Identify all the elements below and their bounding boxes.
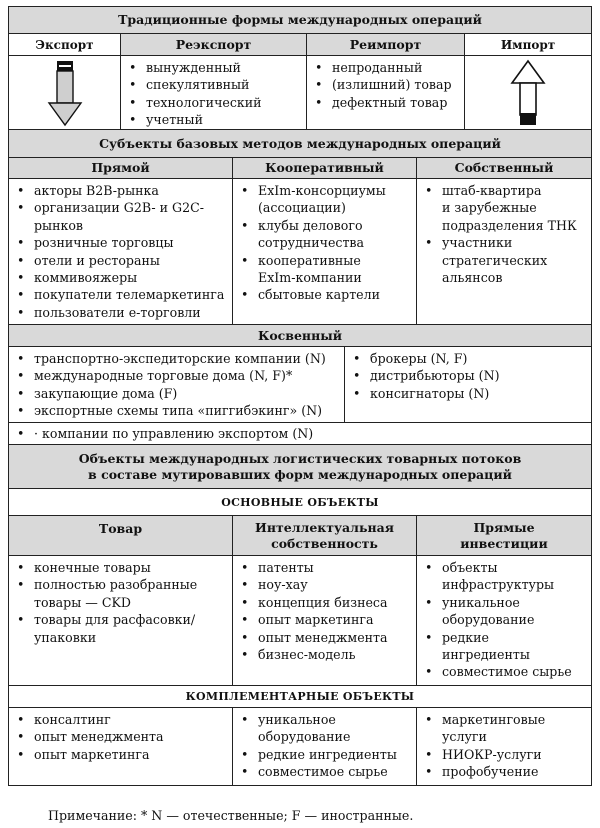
list-item: • концепция бизнеса (241, 594, 412, 611)
ip-cell (233, 556, 417, 685)
list-item: • конечные товары (17, 559, 228, 576)
up-arrow-icon (510, 59, 546, 127)
list-item: • организации G2B- и G2C- (17, 199, 228, 216)
import-arrow-cell (465, 56, 591, 129)
goods-header: Товар (9, 516, 233, 555)
main-objects-label: ОСНОВНЫЕ ОБЪЕКТЫ (9, 489, 591, 515)
comp-left-cell (9, 708, 233, 785)
list-item-cont: и зарубежные (442, 200, 537, 216)
cooperative-list (233, 179, 416, 307)
indirect-left-cell (9, 347, 345, 422)
objects-title-row (8, 445, 592, 489)
methods-content-row (8, 179, 592, 325)
list-item-cont: (ассоциации) (258, 200, 346, 216)
forms-header-row (8, 34, 592, 56)
list-item-cont: упаковки (34, 629, 97, 645)
list-item: • коммивояжеры (17, 269, 228, 286)
direct-header: Прямой (9, 158, 233, 178)
list-item-cont: подразделения ТНК (442, 217, 577, 233)
indirect-bottom-list (9, 423, 591, 445)
list-item: • совместимое сырье (241, 763, 412, 780)
indirect-right-cell (345, 347, 591, 422)
list-item-cont: ингредиенты (442, 647, 530, 663)
list-item: • транспортно-экспедиторские компании (N) (17, 350, 340, 367)
indirect-left-list (9, 347, 344, 423)
list-item: • опыт маркетинга (241, 611, 412, 628)
indirect-right-list (345, 347, 591, 405)
reexport-header: Реэкспорт (121, 34, 307, 55)
title-row (8, 6, 592, 34)
list-item: • непроданный (315, 59, 460, 76)
comp-mid-cell (233, 708, 417, 785)
list-item: • пользователи е-торговли (17, 304, 228, 321)
indirect-content-row (8, 347, 592, 423)
methods-header-row (8, 158, 592, 179)
list-item: • полностью разобранные (17, 576, 228, 593)
list-item-cont: альянсов (442, 270, 503, 286)
table-title: Традиционные формы международных операций (9, 7, 591, 33)
list-item: • сбытовые картели (241, 286, 412, 303)
list-item: • опыт менеджмента (241, 629, 412, 646)
comp-right-list (417, 708, 591, 784)
list-item: • товары для расфасовки/ (17, 611, 228, 628)
indirect-bottom-cell (9, 423, 591, 444)
list-item: • объекты (425, 559, 587, 576)
list-item: • покупатели телемаркетинга (17, 286, 228, 303)
list-item: • опыт менеджмента (17, 728, 228, 745)
subjects-title: Субъекты базовых методов международных операций (9, 130, 591, 157)
list-item: • уникальное (241, 711, 412, 728)
list-item: • редкие (425, 629, 587, 646)
reexport-cell (121, 56, 307, 129)
list-item: • закупающие дома (F) (17, 385, 340, 402)
fdi-header-line-2: инвестиции (460, 535, 548, 551)
fdi-list (417, 556, 591, 684)
list-item-text: • (излишний) товар (332, 77, 452, 93)
object-columns-content-row (8, 556, 592, 686)
fdi-header (417, 516, 591, 555)
complementary-content-row (8, 708, 592, 786)
list-item: • маркетинговые (425, 711, 587, 728)
indirect-bottom-row (8, 423, 592, 445)
fdi-header-line-1: Прямые (473, 519, 535, 535)
list-item: • учетный (129, 111, 302, 128)
direct-list (9, 179, 232, 324)
forms-content-row (8, 56, 592, 130)
ip-header-line-1: Интеллектуальная (255, 519, 394, 535)
list-item: • экспортные схемы типа «пиггибэкинг» (N) (17, 402, 340, 419)
list-item-cont: стратегических (442, 252, 548, 268)
comp-right-cell (417, 708, 591, 785)
reexport-list (121, 56, 306, 132)
list-item: • патенты (241, 559, 412, 576)
list-item: • брокеры (N, F) (353, 350, 587, 367)
own-header: Собственный (417, 158, 591, 178)
goods-list (9, 556, 232, 649)
list-item: • бизнес-модель (241, 646, 412, 663)
direct-cell (9, 179, 233, 324)
export-header: Экспорт (9, 34, 121, 55)
goods-cell (9, 556, 233, 685)
list-item: • профобучение (425, 763, 587, 780)
import-header: Импорт (465, 34, 591, 55)
list-item-cont: оборудование (442, 612, 535, 628)
list-item-cont: инфраструктуры (442, 577, 555, 593)
indirect-header-row (8, 325, 592, 347)
list-item-cont (315, 76, 460, 93)
list-item-cont: товары — CKD (34, 594, 131, 610)
list-item: • совместимое сырье (425, 663, 587, 680)
main-objects-row (8, 489, 592, 516)
list-item-cont (17, 217, 228, 234)
list-item-cont: ExIm-компании (258, 270, 362, 286)
list-item: • уникальное (425, 594, 587, 611)
list-item: • дефектный товар (315, 94, 460, 111)
cooperative-cell (233, 179, 417, 324)
list-item: • штаб-квартира (425, 182, 587, 199)
cooperative-header: Кооперативный (233, 158, 417, 178)
list-item: • участники (425, 234, 587, 251)
list-item: • консалтинг (17, 711, 228, 728)
list-item: • консигнаторы (N) (353, 385, 587, 402)
complementary-label: КОМПЛЕМЕНТАРНЫЕ ОБЪЕКТЫ (9, 686, 591, 707)
list-item-cont: услуги (442, 729, 487, 745)
complementary-row (8, 686, 592, 708)
list-item: • международные торговые дома (N, F)* (17, 367, 340, 384)
list-item-cont: оборудование (258, 729, 351, 745)
ip-header-line-2: собственность (271, 535, 378, 551)
list-item: • вынужденный (129, 59, 302, 76)
comp-mid-list (233, 708, 416, 784)
list-item: • ExIm-консорциумы (241, 182, 412, 199)
list-item-text: рынков (34, 217, 84, 233)
footnote: Примечание: * N — отечественные; F — иностранные. (48, 808, 414, 823)
reimport-cell (307, 56, 465, 129)
list-item: • НИОКР-услуги (425, 746, 587, 763)
own-list (417, 179, 591, 289)
object-columns-header-row (8, 516, 592, 556)
list-item: • отели и рестораны (17, 252, 228, 269)
subjects-title-row (8, 130, 592, 158)
list-item: • клубы делового (241, 217, 412, 234)
objects-title (9, 445, 591, 488)
objects-title-line-1: Объекты международных логистических товарных потоков (78, 450, 522, 466)
export-arrow-cell (9, 56, 121, 129)
list-item: • спекулятивный (129, 76, 302, 93)
list-item: • дистрибьюторы (N) (353, 367, 587, 384)
list-item: • розничные торговцы (17, 234, 228, 251)
list-item-cont: сотрудничества (258, 235, 365, 251)
own-cell (417, 179, 591, 324)
list-item: • технологический (129, 94, 302, 111)
list-item: • · компании по управлению экспортом (N) (17, 425, 587, 442)
list-item: • редкие ингредиенты (241, 746, 412, 763)
reimport-header: Реимпорт (307, 34, 465, 55)
list-item: • ноу-хау (241, 576, 412, 593)
list-item: • опыт маркетинга (17, 746, 228, 763)
comp-left-list (9, 708, 232, 766)
objects-title-line-2: в составе мутировавших форм международных операций (88, 466, 512, 482)
ip-list (233, 556, 416, 666)
operations-table (8, 6, 592, 786)
fdi-cell (417, 556, 591, 685)
down-arrow-icon (47, 59, 83, 127)
reimport-list (307, 56, 464, 114)
indirect-header: Косвенный (9, 325, 591, 346)
list-item: • кооперативные (241, 252, 412, 269)
list-item: • акторы B2B-рынка (17, 182, 228, 199)
ip-header (233, 516, 417, 555)
